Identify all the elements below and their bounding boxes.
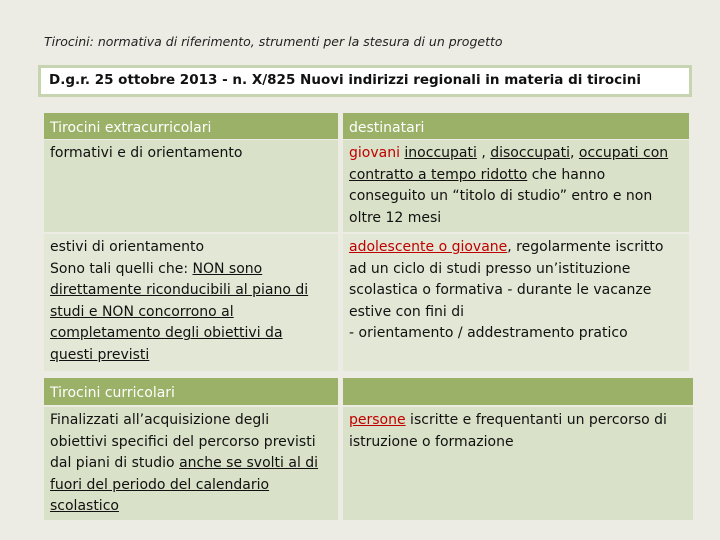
regulation-heading-box <box>38 65 692 97</box>
text-line-4: oltre 12 mesi <box>349 209 442 226</box>
text-sono-tali: Sono tali quelli che: <box>50 260 193 277</box>
cell-destinatari-giovani <box>343 140 689 232</box>
text-line-6: questi previsti <box>50 346 150 363</box>
text-line-5: completamento degli obiettivi da <box>50 325 283 342</box>
text-sep: , <box>569 145 579 161</box>
text-line-1 <box>349 410 687 432</box>
text-dal-piani: dal piani di studio <box>50 455 180 472</box>
cell-finalizzati <box>44 407 338 520</box>
text-line-3 <box>50 453 332 475</box>
text-line-3: conseguito un “titolo di studio” entro e non <box>349 188 653 205</box>
text-non-sono: NON sono <box>192 260 263 277</box>
cell-destinatari-adolescente <box>343 234 689 371</box>
text-iscritte: iscritte e frequentanti un percorso di <box>405 412 667 428</box>
text-occupati-con: occupati con <box>578 145 669 161</box>
text-line-3: scolastica o formativa - durante le vacanze <box>349 282 652 299</box>
text-line-1 <box>349 237 683 259</box>
cell-destinatari-persone <box>343 407 693 520</box>
text-line-3: direttamente riconducibili al piano di <box>50 282 309 299</box>
text-red: persone <box>349 412 406 428</box>
header-destinatari: destinatari <box>343 113 689 139</box>
text-line-1: estivi di orientamento <box>50 239 205 255</box>
text-red: adolescente o giovane <box>349 239 508 255</box>
text-inoccupati: inoccupati <box>404 145 477 161</box>
text-regolarmente: , regolarmente iscritto <box>507 239 664 255</box>
cell-estivi-orientamento <box>44 234 338 371</box>
header-tirocini-extracurricolari: Tirocini extracurricolari <box>44 113 338 139</box>
text-line-4: studi e NON concorrono al <box>50 303 234 320</box>
text-line-2: ad un ciclo di studi presso un’istituzione <box>349 260 631 277</box>
text-disoccupati: disoccupati <box>490 145 570 161</box>
text-che-hanno: che hanno <box>527 166 606 183</box>
cell-text: formativi e di orientamento <box>50 145 243 161</box>
text-red: giovani <box>349 145 400 161</box>
regulation-heading: D.g.r. 25 ottobre 2013 - n. X/825 Nuovi indirizzi regionali in materia di tirocini <box>49 72 641 88</box>
text-sep: , <box>476 145 491 161</box>
header-empty <box>343 378 693 405</box>
header-tirocini-curricolari: Tirocini curricolari <box>44 378 338 405</box>
text-line-5: scolastico <box>50 498 119 515</box>
text-line-4: estive con fini di <box>349 303 465 320</box>
text-line-4: fuori del periodo del calendario <box>50 476 270 493</box>
text-line-2 <box>50 259 332 281</box>
text-line-2 <box>349 165 683 187</box>
text-line-1: Finalizzati all’acquisizione degli <box>50 412 270 428</box>
text-contratto: contratto a tempo ridotto <box>349 166 528 183</box>
text-line-2: istruzione o formazione <box>349 433 514 450</box>
slide-title: Tirocini: normativa di riferimento, strumenti per la stesura di un progetto <box>44 34 503 49</box>
cell-formativi-orientamento <box>44 140 338 232</box>
text-line-2: obiettivi specifici del percorso previsti <box>50 433 316 450</box>
text-line-1 <box>349 143 683 165</box>
text-anche-se: anche se svolti al di <box>179 455 319 472</box>
text-line-5: - orientamento / addestramento pratico <box>349 325 628 342</box>
